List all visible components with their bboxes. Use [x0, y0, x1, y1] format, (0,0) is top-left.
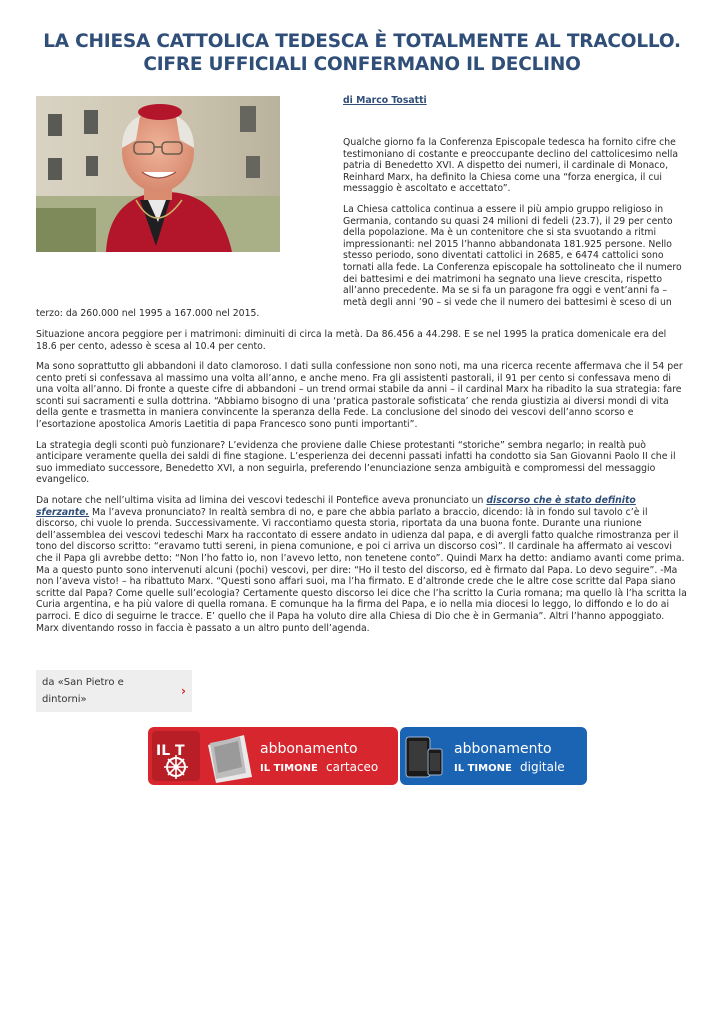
- paragraph-text: Da notare che nell’ultima visita ad limina dei vescovi tedeschi il Pontefice aveva pronunciato un: [36, 495, 487, 507]
- digital-line1: abbonamento: [454, 741, 552, 757]
- article-title: LA CHIESA CATTOLICA TEDESCA È TOTALMENTE AL TRACOLLO. CIFRE UFFICIALI CONFERMANO IL DECLINO: [43, 31, 681, 75]
- speech-link[interactable]: discorso che è stato definito sferzante.: [36, 495, 636, 518]
- print-subscription-button[interactable]: [148, 727, 398, 785]
- paragraph: La strategia degli sconti può funzionare? L’evidenza che proviene dalle Chiese protestanti “storiche” sembra negarlo; in realtà può anticipare veramente quella dei saldi di fine stagione. L’esperienza dei decenni passati infatti ha condotto sia San Giovanni Paolo II che il suo immediato successore, Benedetto XVI, a non seguirla, preferendo l’enunciazione senza ambiguità e compromessi del messaggio evangelico.: [36, 439, 676, 486]
- article-body: [36, 137, 688, 643]
- digital-subscription-button[interactable]: [400, 727, 587, 785]
- source-link-box[interactable]: [36, 670, 192, 712]
- digital-kind: digitale: [520, 760, 565, 774]
- paragraph: La Chiesa cattolica continua a essere il più ampio gruppo religioso in Germania, contando su quasi 24 milioni di fedeli (23.7), il 29 per cento della popolazione. Ma è un contenitore che si sta svuotando a ritmi impressionanti: nel 2015 l’hanno abbandonata 181.925 persone. Nello stesso periodo, sono diventati cattolici in 2685, e 6474 cattolici sono tornati alla fede. La Conferenza episcopale ha sottolineato che il numero dei battesimi e dei matrimoni ha segnato una lieve crescita, rispetto all’anno precedente. Ma se si fa un paragone fra oggi e vent’anni fa – metà degli anni ’90 – si vede che il numero dei battesimi è sceso di un terzo: da 260.000 nel 1995 a 167.000 nel 2015.: [36, 203, 682, 320]
- subscription-banner[interactable]: [148, 727, 587, 787]
- source-link-label: da «San Pietro e dintorni»: [42, 677, 124, 705]
- chevron-right-icon: ›: [181, 684, 186, 698]
- paragraph: Situazione ancora peggiore per i matrimoni: diminuiti di circa la metà. Da 86.456 a 44.298. E se nel 1995 la pratica domenicale era del 18.6 per cento, adesso è scesa al 10.4 per cento.: [36, 328, 667, 352]
- print-kind: cartaceo: [326, 760, 379, 774]
- paragraph: Ma sono soprattutto gli abbandoni il dato clamoroso. I dati sulla confessione non sono noti, ma una ricerca recente affermava che il 54 per cento preti si confessava al massimo una volta all’anno, e anche meno. Fra gli assistenti pastorali, il 91 per cento si confessava meno di una volta all’anno. Di fronte a queste cifre di abbandoni – un trend ormai stabile da anni – il cardinal Marx ha ribadito la sua strategia: fare sconti sui sacramenti e sulla dottrina. “Abbiamo bisogno di una ‘pratica pastorale sofisticata’ che renda giustizia ai diversi mondi di vita della gente e trasmetta in maniera convincente la speranza della Fede. La conclusione del sinodo dei vescovi dell’anno scorso e l’esortazione apostolica Amoris Laetitia di papa Francesco sono punti importanti”.: [36, 361, 683, 431]
- print-line1: abbonamento: [260, 741, 358, 757]
- paragraph: Qualche giorno fa la Conferenza Episcopale tedesca ha fornito cifre che testimoniano di costante e preoccupante declino del cattolicesimo nella patria di Benedetto XVI. A dispetto dei numeri, il cardinale di Monaco, Reinhard Marx, ha definito la Chiesa come una “forza energica, il cui messaggio è ascoltato e accettato”.: [343, 137, 679, 195]
- digital-brand: IL TIMONE: [454, 763, 512, 774]
- print-brand: IL TIMONE: [260, 763, 318, 774]
- author-byline[interactable]: di Marco Tosatti: [343, 95, 427, 106]
- paragraph: [36, 495, 688, 634]
- logo-letters: IL T: [156, 743, 185, 759]
- paragraph-text: Ma l’aveva pronunciato? In realtà sembra di no, e pare che abbia parlato a braccio, dicendo: là in fondo sul tavolo c’è il discorso, chi vuole lo prenda. Successivamente. Vi raccontiamo questa storia, riportata da una buona fonte. Durante una riunione dell’assemblea dei vescovi tedeschi Marx ha raccontato di essere andato in udienza dal papa, e di avergli fatto qualche rimostranza per il tono del discorso scritto: “eravamo tutti sereni, in piena comunione, e poi ci arriva un discorso così”. Il cardinale ha affermato ai vescovi che il Papa gli avrebbe detto: “Non l’ho fatto io, non l’avevo letto, non tenetene conto”. Quindi Marx ha detto: andiamo avanti come prima. Ma a questo punto sono intervenuti alcuni (pochi) vescovi, per dire: “Ho il testo del discorso, ed è firmato dal Papa. Lo devo seguire”. -Ma non l’aveva visto! – ha ribattuto Marx. “Questi sono affari suoi, ma l’ha firmato. E d’altronde crede che le altre cose scritte dal Papa siano scritte dal Papa? Come quelle sull’ecologia? Certamente questo discorso lei dice che l’ha scritto la Curia romana; ma quello là l’ha scritta la Curia argentina, e ha più valore di quella romana. E comunque ha la firma del Papa, e io nella mia diocesi lo leggo, lo diffondo e lo do ai parroci. E dico di seguirne le tracce. E’ quello che il Papa ha voluto dire alla Chiesa di Dio che è in Germania”. Altri l’hanno appoggiato. Marx diventando rosso in faccia è passato a un altro punto dell’agenda.: [36, 506, 687, 634]
